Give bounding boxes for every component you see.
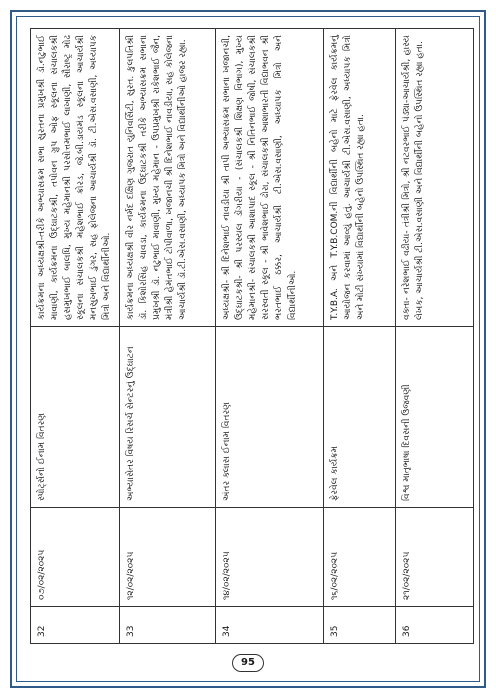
- events-table: [30, 28, 474, 644]
- row-detail: કાર્યક્રમના અધ્યક્ષશ્રી-તરીકે અભ્યાસક્રમ સભા સુરતના પ્રમુખશ્રી ડૉ.નટુભાઈ માવાણી, કાર્યક્રમના ઉદ્ઘાટકશ્રી, તપોવન ગ્રુપ ઓફ સ્કૂલના સંચાલકશ્રી હસમુખભાઈ બાલધિ, મુખ્ય મહેમાનશ્રી પરસોત્તમભાઈ લાખાણી, સૌરાષ્ટ્ર મોઢ સ્કૂલના સંચાલકશ્રી મહેશભાઈ ક્રોરડ, જે.બી.ડાયમંડ સ્કૂલના આચાર્યશ્રી મનસુખભાઈ ડુંગર, સહ ફોલેજના આચાર્યશ્રી ડૉ. ટી.એસ.વસાણી, અધ્યાપક મિત્રો અને વિદ્યાર્થીનીઓ.: [31, 29, 120, 327]
- row-date: ૧૨/૦૨/૨૦૨૫: [120, 508, 216, 607]
- row-detail: વક્તા- નરેશભાઈ વઢીયા- તંત્રીશ્રી મિત્રો, શ્રી નટવરભાઈ પંડ્યા-આચાર્યશ્રી, હાસ્ય લેખક, આચાર્યશ્રી ટી.એસ.વસાણી અને વિદ્યાર્થીની બહેનો ઉપસ્થિત રહ્યા હતા.: [396, 29, 474, 327]
- row-title: અંતર ક્લાસ ઈનામ વિતરણ: [216, 327, 324, 508]
- row-detail: T.Y.B.A. અને T.Y.B.COM.ની વિદ્યાર્થીની બહેનો માટે ફેરવેલ કાર્યક્રમનું આયોજન કરવામાં આવ્યું હતું. આચાર્યશ્રી ટી.એસ.વસાણી, અધ્યાપક મિત્રો અને મોટી સંખ્યામાં વિદ્યાર્થીની બહેનો ઉપસ્થિત રહ્યા હતા.: [324, 29, 396, 327]
- rotated-content: [30, 28, 466, 644]
- page-number: 95: [232, 654, 264, 672]
- rotated-table-container: [30, 28, 466, 644]
- table-row: [120, 29, 216, 644]
- row-number: 36: [396, 607, 474, 644]
- row-number: 34: [216, 607, 324, 644]
- row-title: સ્પોર્ટ્સનો ઈનામ વિતરણ: [31, 327, 120, 508]
- row-number: 32: [31, 607, 120, 644]
- row-title: ફેરવેલ કાર્યક્રમ: [324, 327, 396, 508]
- row-number: 35: [324, 607, 396, 644]
- table-row: [396, 29, 474, 644]
- table-row: [324, 29, 396, 644]
- row-date: ૨૧/૦૨/૨૦૨૫: [396, 508, 474, 607]
- table-row: [31, 29, 120, 644]
- row-number: 33: [120, 607, 216, 644]
- row-detail: કાર્યક્રમના અધ્યક્ષશ્રી વીર નર્મદ દક્ષિણ ગુજરાત યુનિવર્સિટી, સુરત. કુલપતિશ્રી ડૉ. કિશોરસિંહ ચાવડા, કાર્યક્રમના ઉદ્ઘાટકશ્રી તરીકે અભ્યાસક્રમ સભાના પ્રમુખશ્રી ડૉ. નટુભાઈ માવાણી, મુખ્ય મહેમાન - ઉપપ્રમુખશ્રી રાકેશભાઈ જૈન, મંત્રીશ્રી હેમંતભાઈ ટોપીવાળા, ખજાનચી શ્રી દિનેશભાઈ નાવડીયા, સહ કોલેજના આચાર્યશ્રી ડૉ.ટી.એસ.વસાણી, અધ્યાપક મિત્રો અને વિદ્યાર્થીનીઓ હાજર રહ્યા.: [120, 29, 216, 327]
- row-date: ૧૪/૦૨/૨૦૨૫: [216, 508, 324, 607]
- row-date: ૦૭/૦૨/૨૦૨૫: [31, 508, 120, 607]
- row-title: વિશ્વ માતૃભાષા દિવસની ઉજવણી: [396, 327, 474, 508]
- table-row: [216, 29, 324, 644]
- row-date: ૧૬/૦૨/૨૦૨૫: [324, 508, 396, 607]
- row-title: અભ્યાસેતર વિષય રિસર્ચ સેન્ટરનું ઉદ્ઘાટન: [120, 327, 216, 508]
- row-detail: અધ્યક્ષશ્રી- શ્રી દિનેશભાઈ નાવડીયા શ્રી તાપી અભ્યાસક્રમ સભાના ખજાનચી, ઉદ્ઘાટકશ્રી- શ્રી પરસ્યલ ડોંગરીયા - (સંચાલકશ્રી શિક્ષણ વિભાગ), મુખ્ય મહેમાનશ્રી- સંચાલકશ્રી આશાપાદ સ્કૂલ - શ્રી નિતિનભાઈ જોષી, સંચાલકશ્રી સરસ્વતી સ્કૂલ - શ્રી ભાવેશભાઈ ઢોરા, સંચાલકશ્રી આશાભારતી વિદ્યાભવન શ્રી ભરતભાઈ ઠક્કર, આચાર્યશ્રી ટી.એસ.વસાણી, અધ્યાપક મિત્રો અને વિદ્યાર્થીનીઓ.: [216, 29, 324, 327]
